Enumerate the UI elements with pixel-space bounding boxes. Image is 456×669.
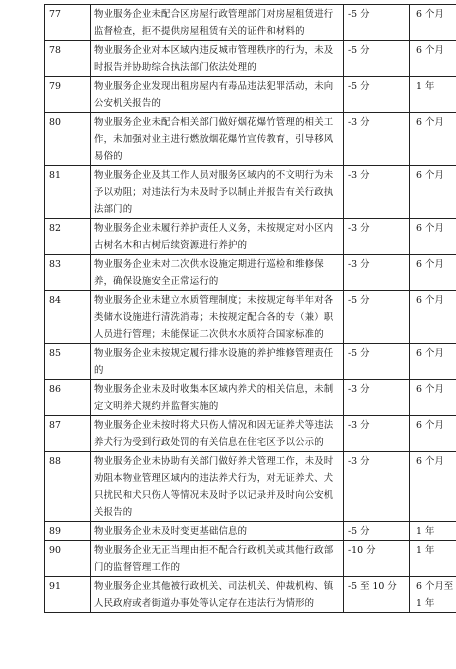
row-points: -5 分 [344, 5, 410, 41]
row-description: 物业服务企业未协助有关部门做好养犬管理工作，未及时劝阻本物业管理区域内的违法养犬行为，对无证养犬、犬只扰民和犬只伤人等情况未及时予以记录并及时向公安机关报告的 [91, 452, 344, 522]
row-description: 物业服务企业未建立水质管理制度；未按规定每半年对各类储水设施进行清洗消毒；未按规定配合各的专（兼）职人员进行管理；未能保证二次供水水质符合国家标准的 [91, 291, 344, 344]
row-term: 6 个月 [410, 5, 456, 41]
row-number: 83 [45, 255, 91, 291]
table-row [45, 291, 456, 344]
table-row [45, 166, 456, 219]
row-points: -5 分 [344, 291, 410, 344]
row-number: 82 [45, 219, 91, 255]
row-points: -3 分 [344, 416, 410, 452]
row-term: 6 个月 [410, 166, 456, 219]
row-number: 88 [45, 452, 91, 522]
row-description: 物业服务企业对本区域内违反城市管理秩序的行为，未及时报告并协助综合执法部门依法处理的 [91, 41, 344, 77]
row-description: 物业服务企业未对二次供水设施定期进行巡检和维修保养，确保设施安全正常运行的 [91, 255, 344, 291]
row-number: 80 [45, 113, 91, 166]
row-points: -5 至 10 分 [344, 577, 410, 613]
row-number: 86 [45, 380, 91, 416]
row-points: -3 分 [344, 452, 410, 522]
row-number: 81 [45, 166, 91, 219]
row-description: 物业服务企业未配合区房屋行政管理部门对房屋租赁进行监督检查，拒不提供房屋租赁有关的证件和材料的 [91, 5, 344, 41]
row-points: -3 分 [344, 166, 410, 219]
row-points: -3 分 [344, 380, 410, 416]
row-description: 物业服务企业及其工作人员对服务区域内的不文明行为未予以劝阻；对违法行为未及时予以制止并报告有关行政执法部门的 [91, 166, 344, 219]
row-description: 物业服务企业未履行养护责任人义务，未按规定对小区内古树名木和古树后续资源进行养护的 [91, 219, 344, 255]
row-term: 6 个月 [410, 291, 456, 344]
table-row [45, 577, 456, 613]
row-term: 6 个月 [410, 219, 456, 255]
row-number: 77 [45, 5, 91, 41]
row-term: 6 个月 [410, 452, 456, 522]
row-description: 物业服务企业无正当理由拒不配合行政机关或其他行政部门的监督管理工作的 [91, 541, 344, 577]
row-description: 物业服务企业未按时将犬只伤人情况和因无证养犬等违法养犬行为受到行政处罚的有关信息在住宅区予以公示的 [91, 416, 344, 452]
row-description: 物业服务企业其他被行政机关、司法机关、仲裁机构、镇人民政府或者街道办事处等认定存在违法行为情形的 [91, 577, 344, 613]
row-points: -10 分 [344, 541, 410, 577]
row-term: 1 年 [410, 522, 456, 541]
row-points: -3 分 [344, 219, 410, 255]
table-row [45, 541, 456, 577]
row-term: 1 年 [410, 541, 456, 577]
row-points: -5 分 [344, 344, 410, 380]
row-number: 90 [45, 541, 91, 577]
table-row [45, 255, 456, 291]
row-description: 物业服务企业未配合相关部门做好烟花爆竹管理的相关工作，未加强对业主进行燃放烟花爆竹宣传教育，引导移风易俗的 [91, 113, 344, 166]
row-number: 85 [45, 344, 91, 380]
row-description: 物业服务企业发现出租房屋内有毒品违法犯罪活动，未向公安机关报告的 [91, 77, 344, 113]
row-term: 6 个月 [410, 255, 456, 291]
row-points: -5 分 [344, 77, 410, 113]
row-term: 6 个月 [410, 380, 456, 416]
table-row [45, 219, 456, 255]
row-points: -3 分 [344, 113, 410, 166]
row-term: 6 个月至 1 年 [410, 577, 456, 613]
row-number: 91 [45, 577, 91, 613]
row-number: 78 [45, 41, 91, 77]
table-row [45, 452, 456, 522]
row-number: 89 [45, 522, 91, 541]
row-number: 84 [45, 291, 91, 344]
score-table [44, 4, 456, 613]
table-row [45, 77, 456, 113]
row-term: 1 年 [410, 77, 456, 113]
table-row [45, 344, 456, 380]
table-row [45, 416, 456, 452]
table-row [45, 380, 456, 416]
row-description: 物业服务企业未及时变更基础信息的 [91, 522, 344, 541]
row-points: -5 分 [344, 522, 410, 541]
table-row [45, 41, 456, 77]
row-term: 6 个月 [410, 113, 456, 166]
row-term: 6 个月 [410, 344, 456, 380]
row-number: 79 [45, 77, 91, 113]
row-description: 物业服务企业未及时收集本区域内养犬的相关信息，未制定文明养犬规约并监督实施的 [91, 380, 344, 416]
row-points: -3 分 [344, 255, 410, 291]
table-row [45, 5, 456, 41]
row-term: 6 个月 [410, 41, 456, 77]
score-table-page [44, 4, 456, 613]
table-row [45, 113, 456, 166]
row-points: -5 分 [344, 41, 410, 77]
row-description: 物业服务企业未按规定履行排水设施的养护维修管理责任的 [91, 344, 344, 380]
table-row [45, 522, 456, 541]
row-term: 6 个月 [410, 416, 456, 452]
row-number: 87 [45, 416, 91, 452]
